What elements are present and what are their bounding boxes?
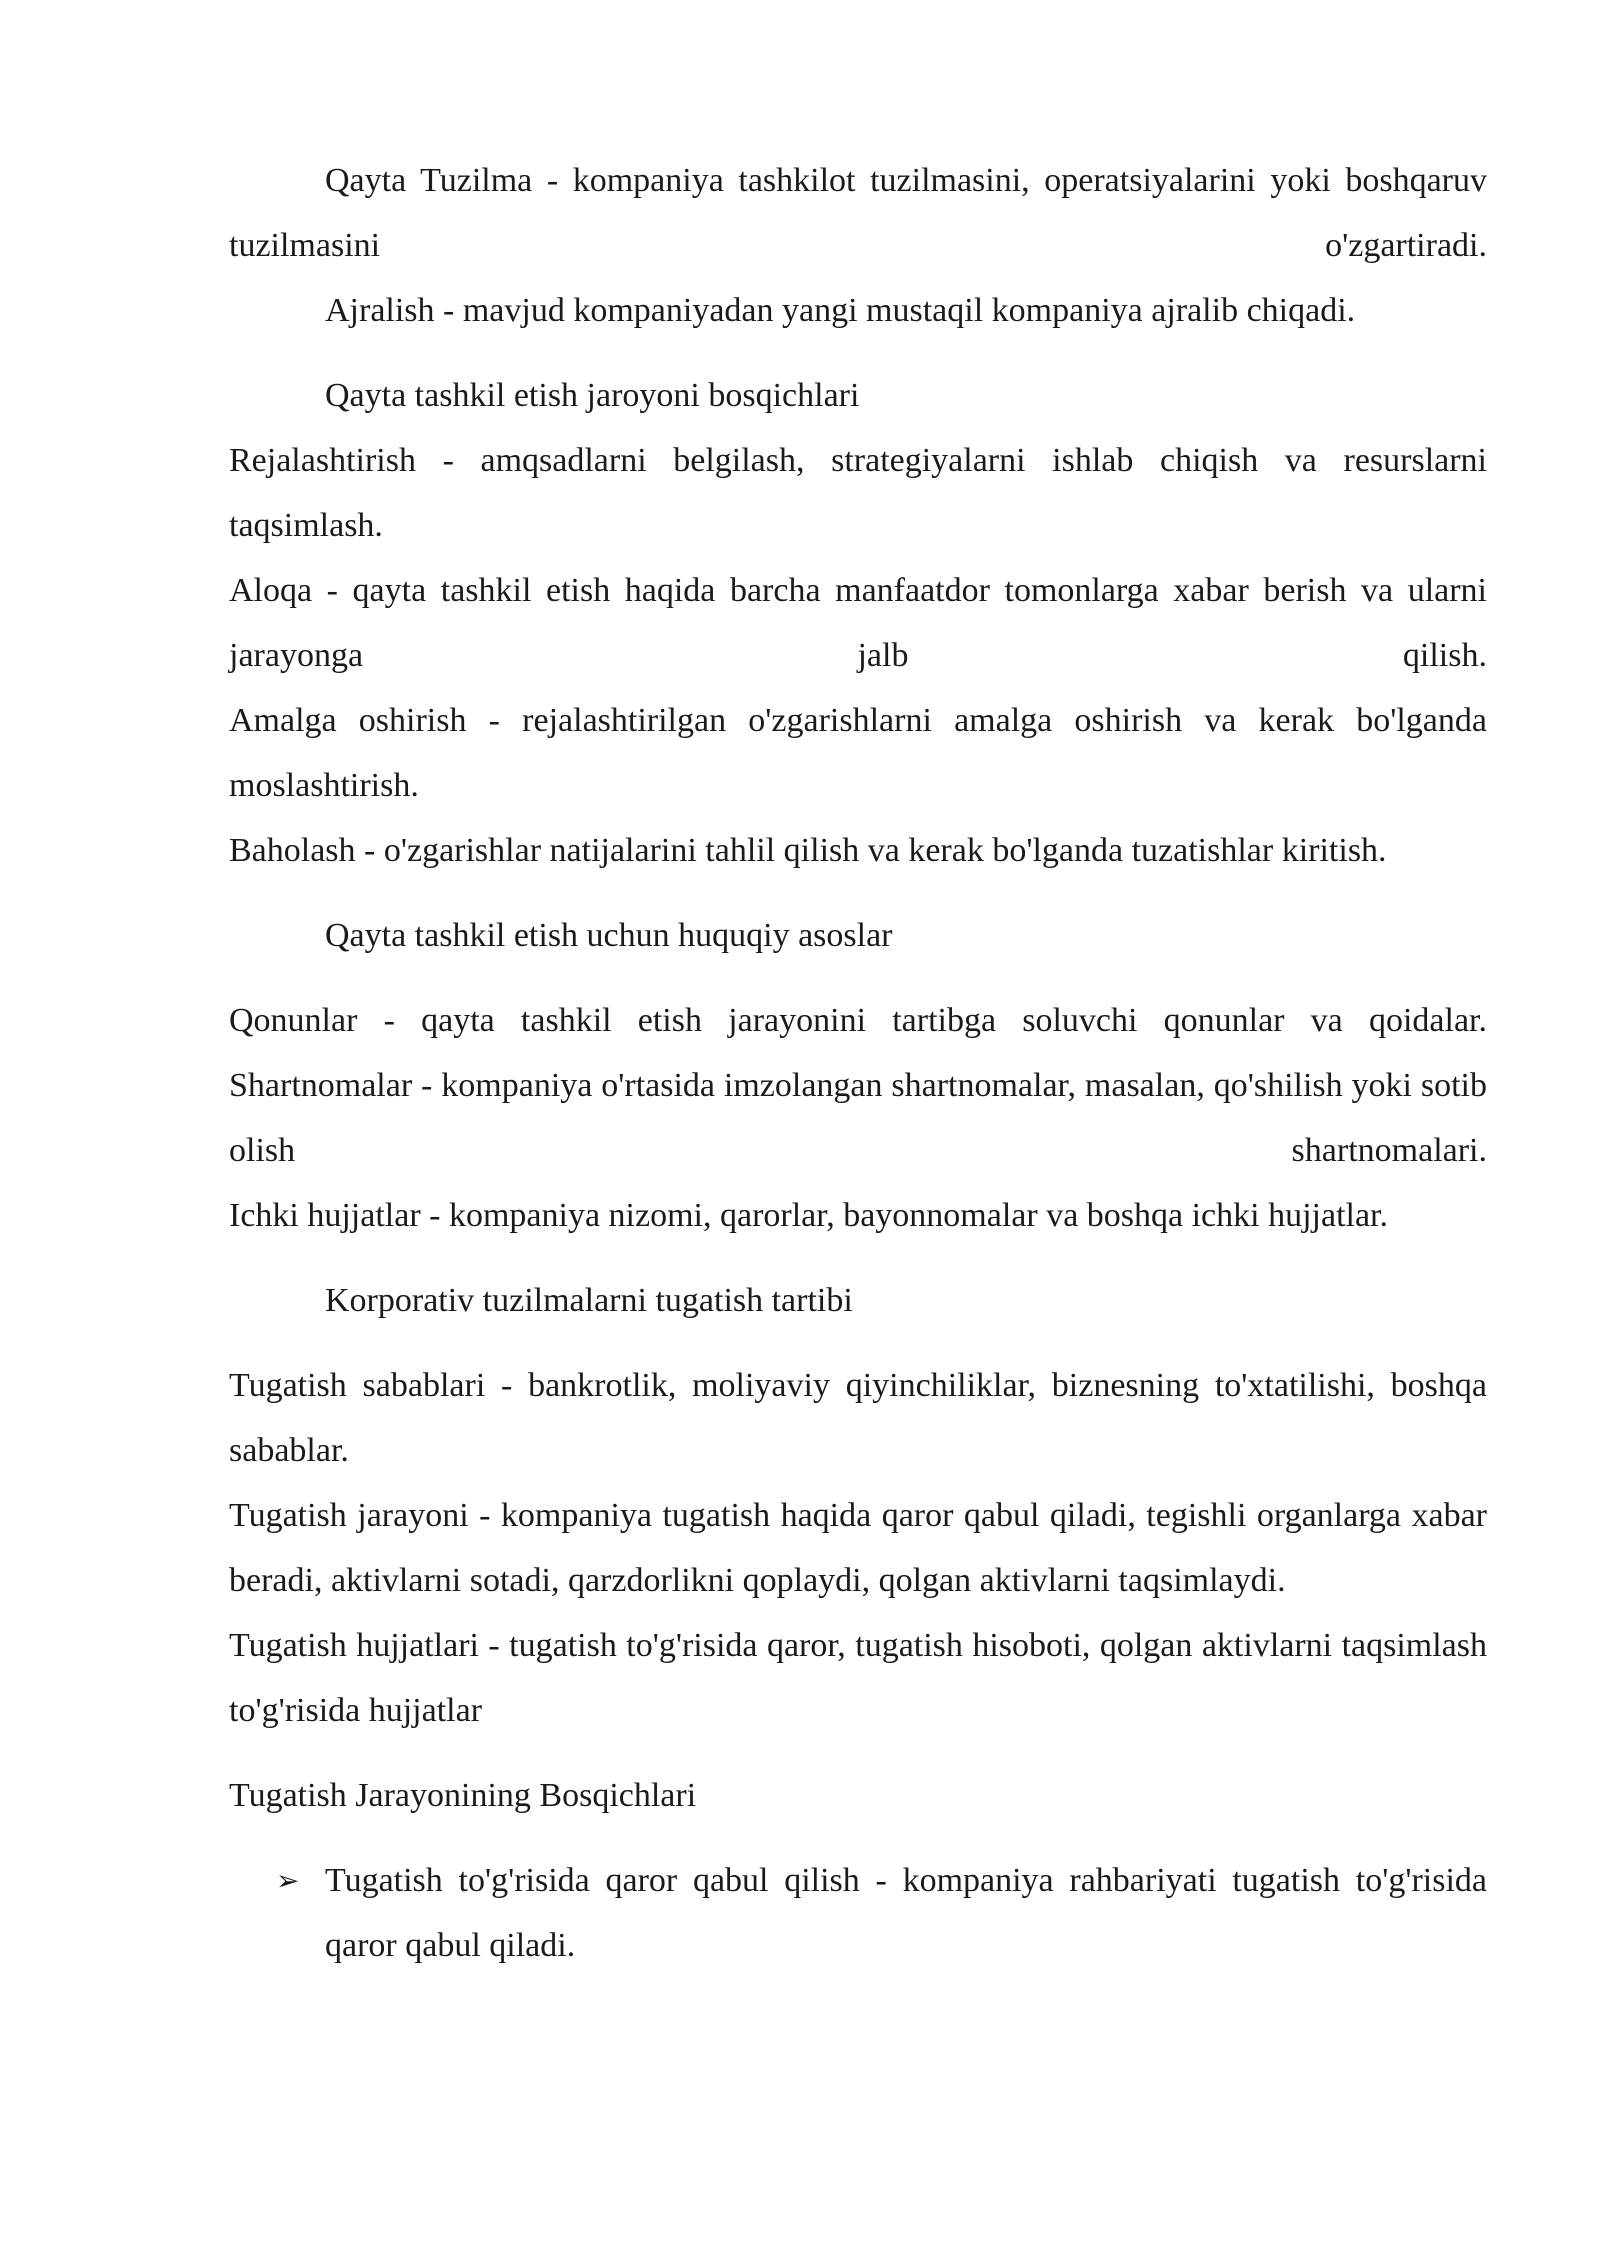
paragraph-ajralish: Ajralish - mavjud kompaniyadan yangi mustaqil kompaniya ajralib chiqadi. xyxy=(325,292,1356,329)
paragraph-tugatish-sabablari: Tugatish sabablari - bankrotlik, moliyaviy qiyinchiliklar, biznesning to'xtatilishi, boshqa sabablar. xyxy=(229,1367,1487,1469)
heading-qayta-tashkil-bosqichlari: Qayta tashkil etish jaroyoni bosqichlari xyxy=(325,377,860,414)
heading-huquqiy-asoslar: Qayta tashkil etish uchun huquqiy asoslar xyxy=(325,917,893,954)
heading-tugatish-bosqichlari: Tugatish Jarayonining Bosqichlari xyxy=(229,1777,697,1814)
paragraph-tugatish-hujjatlari: Tugatish hujjatlari - tugatish to'g'risida qaror, tugatish hisoboti, qolgan aktivlarni taqsimlash to'g'risida hujjatlar xyxy=(229,1627,1487,1729)
paragraph-tugatish-jarayoni: Tugatish jarayoni - kompaniya tugatish haqida qaror qabul qiladi, tegishli organlarga xabar beradi, aktivlarni sotadi, qarzdorlikni qoplaydi, qolgan aktivlarni taqsimlaydi. xyxy=(229,1497,1487,1599)
paragraph-qonunlar: Qonunlar - qayta tashkil etish jarayonini tartibga soluvchi qonunlar va qoidalar. xyxy=(229,1002,1487,1039)
paragraph-shartnomalar: Shartnomalar - kompaniya o'rtasida imzolangan shartnomalar, masalan, qo'shilish yoki sotib olish shartnomalari. xyxy=(229,1067,1487,1169)
paragraph-ichki-hujjatlar: Ichki hujjatlar - kompaniya nizomi, qarorlar, bayonnomalar va boshqa ichki hujjatlar. xyxy=(229,1197,1389,1234)
document-page xyxy=(229,148,1487,1978)
paragraph-rejalashtirish: Rejalashtirish - amqsadlarni belgilash, strategiyalarni ishlab chiqish va resurslarni taqsimlash. xyxy=(229,442,1487,544)
bullet-text: Tugatish to'g'risida qaror qabul qilish - kompaniya rahbariyati tugatish to'g'risida qaror qabul qiladi. xyxy=(325,1862,1487,1964)
list-item xyxy=(229,1848,1487,1978)
paragraph-baholash: Baholash - o'zgarishlar natijalarini tahlil qilish va kerak bo'lganda tuzatishlar kiritish. xyxy=(229,832,1387,869)
heading-tugatish-tartibi: Korporativ tuzilmalarni tugatish tartibi xyxy=(325,1282,853,1319)
bullet-list xyxy=(229,1848,1487,1978)
arrow-bullet-icon: ➢ xyxy=(276,1864,300,1897)
paragraph-amalga-oshirish: Amalga oshirish - rejalashtirilgan o'zgarishlarni amalga oshirish va kerak bo'lganda moslashtirish. xyxy=(229,702,1487,804)
paragraph-qayta-tuzilma: Qayta Tuzilma - kompaniya tashkilot tuzilmasini, operatsiyalarini yoki boshqaruv tuzilmasini o'zgartiradi. xyxy=(229,162,1487,264)
paragraph-aloqa: Aloqa - qayta tashkil etish haqida barcha manfaatdor tomonlarga xabar berish va ularni jarayonga jalb qilish. xyxy=(229,572,1487,674)
